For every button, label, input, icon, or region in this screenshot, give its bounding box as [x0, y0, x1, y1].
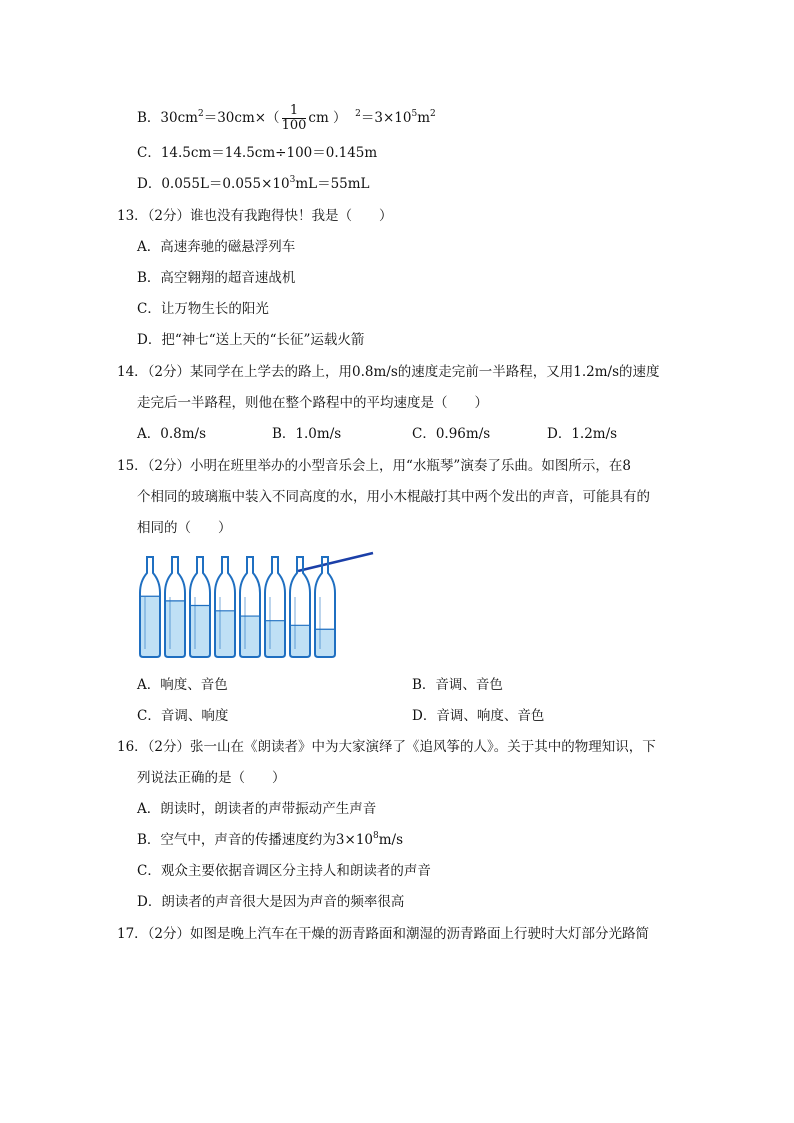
water-level	[265, 621, 285, 657]
fraction-denominator: 100	[281, 118, 307, 133]
q13-stem: 13．（2分）谁也没有我跑得快！我是（ ）	[117, 208, 393, 224]
q14-stem-line1: 14．（2分）某同学在上学去的路上，用0.8m/s的速度走完前一半路程，又用1.2m/s的速度	[117, 364, 660, 380]
q15-stem-line3: 相同的（ ）	[137, 520, 232, 536]
water-level	[315, 629, 335, 657]
wooden-stick	[298, 553, 373, 571]
text: m	[417, 110, 431, 126]
q17-stem-line1: 17．（2分）如图是晚上汽车在干燥的沥青路面和潮湿的沥青路面上行驶时大灯部分光路简	[117, 926, 650, 942]
bottle-2	[165, 557, 185, 657]
fraction-numerator: 1	[282, 104, 307, 119]
q16-stem-line2: 列说法正确的是（ ）	[137, 770, 286, 786]
q13-option-c: C．让万物生长的阳光	[137, 301, 269, 317]
water-bottle-figure	[130, 545, 390, 670]
water-level	[165, 601, 185, 657]
q13-option-b: B．高空翱翔的超音速战机	[137, 270, 296, 286]
bottle-7	[290, 557, 310, 657]
water-level	[190, 606, 210, 657]
bottle-5	[240, 557, 260, 657]
text: m/s	[378, 832, 404, 848]
text: cm ）	[308, 110, 347, 126]
fraction	[282, 104, 307, 133]
q16-stem-line1: 16．（2分）张一山在《朗读者》中为大家演绎了《追风筝的人》。关于其中的物理知识，下	[117, 739, 656, 755]
sup: 5	[411, 109, 418, 119]
water-level	[215, 611, 235, 657]
q14-option-c: C．0.96m/s	[412, 426, 491, 442]
bottle-6	[265, 557, 285, 657]
sup: 2	[430, 109, 436, 119]
bottle-3	[190, 557, 210, 657]
q15-stem-line1: 15．（2分）小明在班里举办的小型音乐会上，用“水瓶琴”演奏了乐曲。如图所示，在8	[117, 458, 631, 474]
sup: 8	[373, 831, 379, 841]
text: B．30cm	[137, 110, 198, 126]
sup: 3	[289, 175, 296, 185]
text: ＝3×10	[360, 110, 412, 126]
q16-option-d: D．朗读者的声音很大是因为声音的频率很高	[137, 894, 405, 910]
q15-option-c: C．音调、响度	[137, 708, 229, 724]
text: mL＝55mL	[295, 176, 370, 192]
q14-option-d: D．1.2m/s	[547, 426, 618, 442]
bottle-4	[215, 557, 235, 657]
q12-option-c: C．14.5cm＝14.5cm÷100＝0.145m	[137, 145, 378, 161]
text: B．空气中，声音的传播速度约为3×10	[137, 832, 373, 848]
bottle-1	[140, 557, 160, 657]
bottle-8	[315, 557, 335, 657]
q13-option-a: A．高速奔驰的磁悬浮列车	[137, 239, 296, 255]
q16-option-a: A．朗读时，朗读者的声带振动产生声音	[137, 801, 377, 817]
text: ＝30cm×（	[203, 110, 280, 126]
q15-option-a: A．响度、音色	[137, 677, 228, 693]
q15-stem-line2: 个相同的玻璃瓶中装入不同高度的水，用小木棍敲打其中两个发出的声音，可能具有的	[137, 489, 650, 505]
q13-option-d: D．把“神七“送上天的“长征”运载火箭	[137, 332, 365, 348]
water-level	[290, 625, 310, 657]
text: D．0.055L＝0.055×10	[137, 176, 290, 192]
q14-option-a: A．0.8m/s	[137, 426, 206, 442]
q15-option-d: D．音调、响度、音色	[412, 708, 545, 724]
sup: 2	[355, 109, 361, 119]
sup: 2	[197, 109, 204, 119]
q14-option-b: B．1.0m/s	[272, 426, 342, 442]
water-level	[240, 616, 260, 657]
water-level	[140, 596, 160, 657]
q16-option-b	[137, 830, 403, 850]
q12-option-d	[137, 174, 370, 194]
q15-option-b: B．音调、音色	[412, 677, 503, 693]
q14-stem-line2: 走完后一半路程，则他在整个路程中的平均速度是（ ）	[137, 395, 488, 411]
q16-option-c: C．观众主要依据音调区分主持人和朗读者的声音	[137, 863, 431, 879]
q12-option-b	[137, 104, 436, 133]
